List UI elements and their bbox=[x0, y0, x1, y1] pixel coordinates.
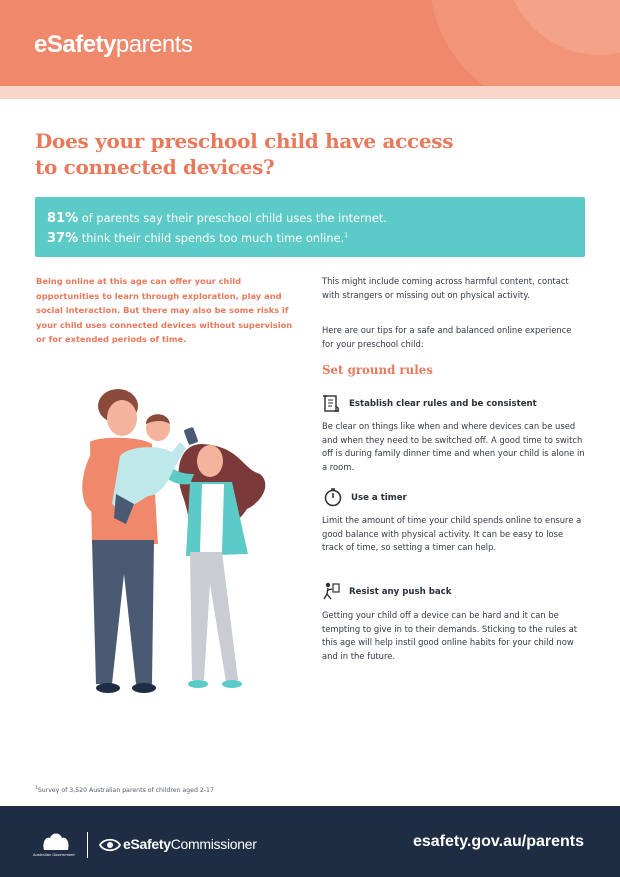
commission-bold: eSafety bbox=[123, 836, 171, 852]
logo-brand-light: parents bbox=[115, 31, 193, 58]
stat2-footnote-mark: 1 bbox=[344, 232, 349, 240]
stat1-value: 81% bbox=[47, 211, 79, 226]
right-paragraph-2: Here are our tips for a safe and balanced online experience for your preschool child: bbox=[322, 325, 572, 349]
family-illustration bbox=[62, 384, 282, 700]
tip-1-title: Establish clear rules and be consistent bbox=[349, 399, 537, 409]
page-title bbox=[35, 128, 505, 180]
push-back-icon bbox=[322, 581, 342, 601]
footer-divider bbox=[87, 832, 88, 858]
site-url-link[interactable]: esafety.gov.au/parents bbox=[412, 833, 584, 850]
footnote bbox=[35, 786, 214, 794]
footnote-text: Survey of 3,520 Australian parents of children aged 2-17 bbox=[37, 787, 214, 795]
commission-light: Commissioner bbox=[170, 836, 257, 852]
tip-2-title: Use a timer bbox=[351, 493, 407, 503]
logo-brand-bold: eSafety bbox=[34, 31, 116, 58]
stat2-value: 37% bbox=[47, 231, 79, 246]
tip-3-body: Getting your child off a device can be hard and it can be tempting to give in to their demands. Sticking to the rules at this age will help instil good online habits for your child now and in the future. bbox=[322, 610, 578, 662]
right-paragraph-1: This might include coming across harmful content, contact with strangers or missing out on physical activity. bbox=[322, 276, 569, 300]
tip-2-body: Limit the amount of time your child spends online to ensure a good balance with physical activity. It can be easy to lose track of time, so setting a timer can help. bbox=[322, 515, 582, 553]
stat2-text: think their child spends too much time online. bbox=[78, 231, 345, 245]
government-crest-icon bbox=[34, 830, 78, 852]
timer-icon bbox=[323, 487, 343, 507]
header-stripe bbox=[0, 86, 620, 99]
footnote-mark: 1 bbox=[35, 786, 38, 791]
crest-caption: Australian Government bbox=[33, 853, 75, 857]
tip-1-body: Be clear on things like when and where devices can be used and when they need to be switched off. A good time to switch off is during family dinner time and when your child is alone in a room. bbox=[322, 421, 585, 473]
rules-scroll-icon bbox=[322, 394, 342, 414]
stat-line-2 bbox=[47, 231, 348, 246]
stat-line-1 bbox=[47, 211, 387, 226]
esafety-eye-icon bbox=[99, 836, 121, 854]
esafety-parents-logo[interactable] bbox=[34, 31, 192, 59]
tip-3-title: Resist any push back bbox=[349, 587, 452, 597]
stats-box bbox=[35, 197, 585, 257]
title-line-2: to connected devices? bbox=[35, 155, 275, 179]
title-line-1: Does your preschool child have access bbox=[35, 129, 454, 153]
intro-paragraph: Being online at this age can offer your child opportunities to learn through exploration, play and social interaction. But there may also be some risks if your child uses connected devices without supervision or for extended periods of time. bbox=[36, 276, 293, 345]
stat1-text: of parents say their preschool child uses the internet. bbox=[78, 211, 387, 225]
esafety-commissioner-logo[interactable] bbox=[123, 836, 257, 852]
section-heading: Set ground rules bbox=[322, 363, 433, 377]
